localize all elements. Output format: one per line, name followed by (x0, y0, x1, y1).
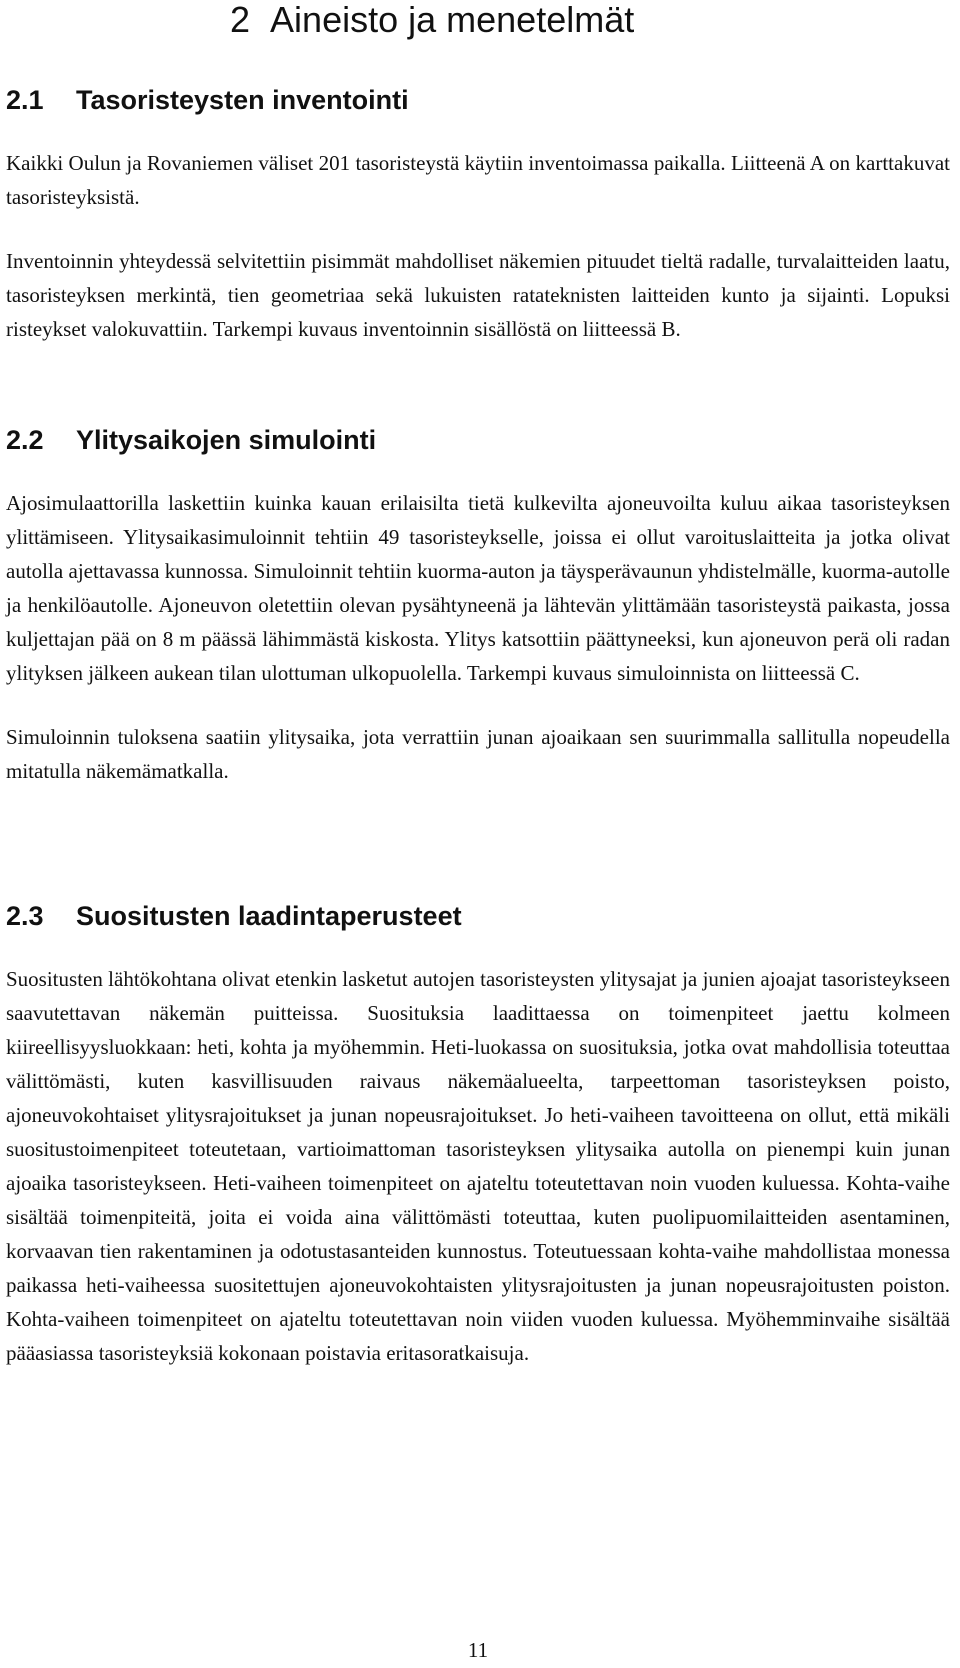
section-heading (6, 424, 950, 456)
section-title: Tasoristeysten inventointi (76, 85, 409, 115)
paragraph: Ajosimulaattorilla laskettiin kuinka kauan erilaisilta tietä kulkevilta ajoneuvoilta kuluu aikaa tasoristeyksen ylittämiseen. Ylitysaikasimuloinnit tehtiin 49 tasoristeykselle, joissa ei ollut varoituslaitteita ja jotka olivat autolla ajettavassa kunnossa. Simuloinnit tehtiin kuorma-auton ja täysperävaunun yhdistelmälle, kuorma-autolle ja henkilöautolle. Ajoneuvon oletettiin olevan pysähtyneenä ja lähtevän ylittämään tasoristeystä paikasta, jossa kuljettajan pää on 8 m päässä lähimmästä kiskosta. Ylitys katsottiin päättyneeksi, kun ajoneuvon perä oli radan ylityksen jälkeen aukean tilan ulottuman ulkopuolella. Tarkempi kuvaus simuloinnista on liitteessä C. (6, 491, 950, 685)
section-2-2 (6, 424, 950, 788)
section-heading (6, 900, 950, 932)
paragraph: Suositusten lähtökohtana olivat etenkin lasketut autojen tasoristeysten ylitysajat ja junien ajoajat tasoristeykseen saavutettavan näkemän puitteissa. Suosituksia laadittaessa on toimenpiteet jaettu kolmeen kiireellisyysluokkaan: heti, kohta ja myöhemmin. Heti-luokassa on suosituksia, jotka ovat mahdollisia toteuttaa välittömästi, kuten kasvillisuuden raivaus näkemäalueelta, tarpeettoman tasoristeyksen poisto, ajoneuvokohtaiset ylitysrajoitukset ja junan nopeusrajoitukset. Jo heti-vaiheen tavoitteena on ollut, että mikäli suositustoimenpiteet toteutetaan, vartioimattoman tasoristeyksen ylitysaika autolla on pienempi kuin junan ajoaika tasoristeykseen. Heti-vaiheen toimenpiteet on ajateltu toteutettavan noin vuoden kuluessa. Kohta-vaihe sisältää toimenpiteitä, joita ei voida aina välittömästi toteuttaa, kuten puolipuomilaitteiden asentaminen, korvaavan tien rakentaminen ja odotustasanteiden kunnostus. Toteutuessaan kohta-vaihe mahdollistaa monessa paikassa heti-vaiheessa suositettujen ajoneuvokohtaisten ylitysrajoitusten ja junan nopeusrajoitusten poiston. Kohta-vaiheen toimenpiteet on ajateltu toteutettavan noin viiden vuoden kuluessa. Myöhemminvaihe sisältää pääasiassa tasoristeyksiä kokonaan poistavia eritasoratkaisuja. (6, 967, 950, 1365)
page-number: 11 (467, 1638, 489, 1662)
section-heading (6, 84, 950, 116)
section-number: 2.3 (6, 901, 44, 931)
document-page (6, 0, 950, 1668)
chapter-title (230, 0, 634, 40)
chapter-number: 2 (230, 0, 251, 40)
paragraph: Inventoinnin yhteydessä selvitettiin pisimmät mahdolliset näkemien pituudet tieltä radalle, turvalaitteiden laatu, tasoristeyksen merkintä, tien geometriaa sekä lukuisten ratateknisten laitteiden kunto ja sijainti. Lopuksi risteykset valokuvattiin. Tarkempi kuvaus inventoinnin sisällöstä on liitteessä B. (6, 249, 950, 341)
section-2-1 (6, 84, 950, 346)
paragraph: Simuloinnin tuloksena saatiin ylitysaika, jota verrattiin junan ajoaikaan sen suurimmalla sallitulla nopeudella mitatulla näkemämatkalla. (6, 725, 950, 783)
section-number: 2.1 (6, 85, 44, 115)
section-number: 2.2 (6, 425, 44, 455)
chapter-title-text: Aineisto ja menetelmät (270, 0, 635, 40)
section-2-3 (6, 900, 950, 1370)
section-title: Ylitysaikojen simulointi (76, 425, 377, 455)
paragraph: Kaikki Oulun ja Rovaniemen väliset 201 tasoristeystä käytiin inventoimassa paikalla. Liitteenä A on karttakuvat tasoristeyksistä. (6, 151, 950, 209)
section-title: Suositusten laadintaperusteet (76, 901, 462, 931)
